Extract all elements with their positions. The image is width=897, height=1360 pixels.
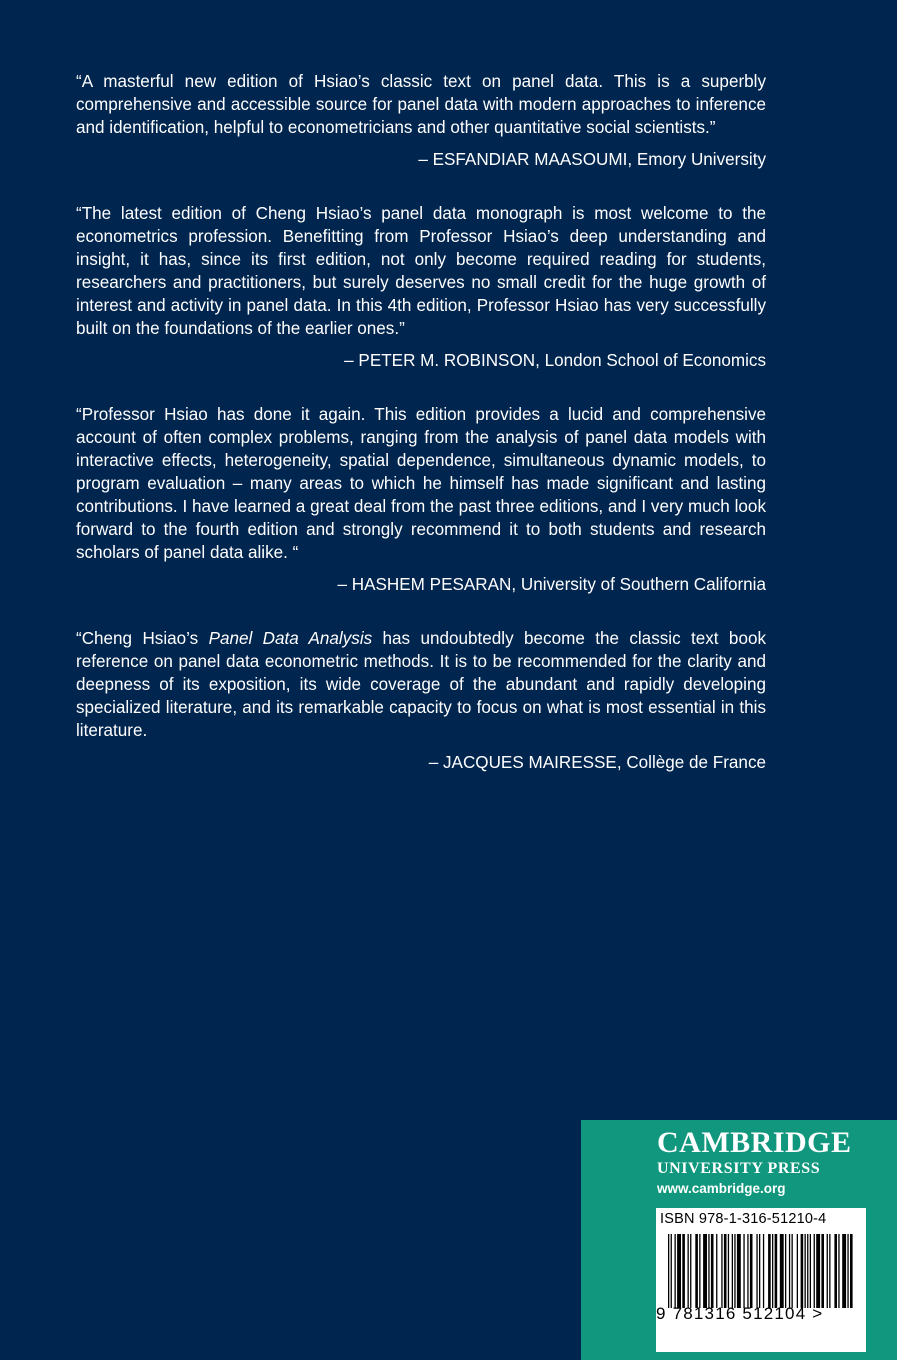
- endorsement-pesaran: [76, 403, 766, 596]
- quote-text: “The latest edition of Cheng Hsiao’s panel data monograph is most welcome to the econometrics profession. Benefitting from Professor Hsiao’s deep understanding and insight, it has, since its first edition, not only become required reading for students, researchers and practitioners, but surely deserves no small credit for the huge growth of interest and activity in panel data. In this 4th edition, Professor Hsiao has very successfully built on the foundations of the earlier ones.”: [76, 204, 766, 338]
- endorsement-mairesse: [76, 627, 766, 774]
- publisher-panel: [581, 1120, 897, 1360]
- quote-text: “Professor Hsiao has done it again. This edition provides a lucid and comprehensive account of often complex problems, ranging from the analysis of panel data models with interactive effects, heterogeneity, spatial dependence, simultaneous dynamic models, to program evaluation – many areas to which he himself has made significant and lasting contributions. I have learned a great deal from the past three editions, and I very much look forward to the fourth edition and strongly recommend it to both students and research scholars of panel data alike. “: [76, 405, 766, 562]
- quote-attribution: – HASHEM PESARAN, University of Southern California: [337, 575, 766, 594]
- isbn-label: ISBN 978-1-316-51210-4: [660, 1211, 827, 1227]
- endorsements: [76, 70, 766, 805]
- endorsement-robinson: [76, 202, 766, 372]
- quote-attribution: – JACQUES MAIRESSE, Collège de France: [428, 753, 766, 772]
- quote-text: [76, 627, 766, 742]
- publisher-subtitle: UNIVERSITY PRESS: [657, 1160, 821, 1177]
- quote-attribution: – ESFANDIAR MAASOUMI, Emory University: [418, 150, 766, 169]
- publisher-name: CAMBRIDGE: [657, 1126, 852, 1159]
- barcode-digits: 9 781316 512104 >: [656, 1304, 824, 1323]
- quote-attribution: – PETER M. ROBINSON, London School of Economics: [344, 351, 766, 370]
- quote-text: “A masterful new edition of Hsiao’s classic text on panel data. This is a superbly comprehensive and accessible source for panel data with modern approaches to inference and identification, helpful to econometricians and other quantitative social scientists.”: [76, 72, 766, 137]
- quote-text-start: “Cheng Hsiao’s: [76, 629, 209, 648]
- endorsement-maasoumi: [76, 70, 766, 171]
- quote-text-end: has undoubtedly become the classic text book reference on panel data econometric methods. It is to be recommended for the clarity and deepness of its exposition, its wide coverage of the abundant and rapidly developing specialized literature, and its remarkable capacity to focus on what is most essential in this literature.: [76, 629, 767, 740]
- book-title: Panel Data Analysis: [208, 629, 373, 648]
- barcode-icon: [668, 1234, 854, 1308]
- publisher-url[interactable]: www.cambridge.org: [657, 1181, 786, 1196]
- barcode-box: [656, 1208, 866, 1352]
